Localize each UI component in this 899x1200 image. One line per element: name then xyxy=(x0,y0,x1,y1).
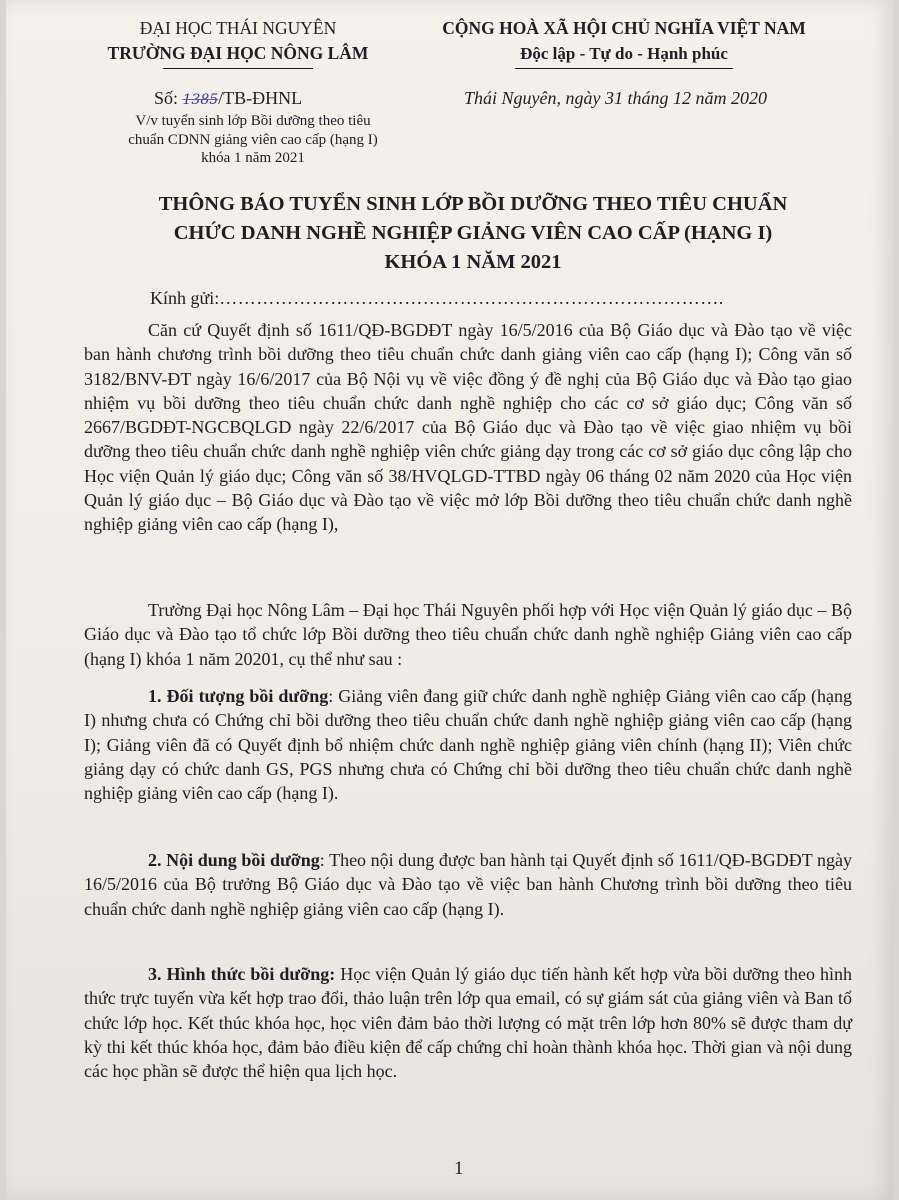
issuer-header xyxy=(92,16,384,69)
document-page xyxy=(6,0,893,1200)
date-line: Thái Nguyên, ngày 31 tháng 12 năm 2020 xyxy=(464,88,767,108)
paragraph-text: Căn cứ Quyết định số 1611/QĐ-BGDĐT ngày 16/5/2016 của Bộ Giáo dục và Đào tạo về việc ban hành chương trình bồi dưỡng theo tiêu chuẩn chức danh giảng viên cao cấp (hạng I); Công văn số 3182/BNV-ĐT ngày 16/6/2017 của Bộ Nội vụ về việc đồng ý đề nghị của Bộ Giáo dục và Đào tạo giao nhiệm vụ bồi dưỡng theo tiêu chuẩn chức danh nghề nghiệp cho các cơ sở giáo dục; Công văn số 2667/BGDĐT-NGCBQLGD ngày 22/6/2017 của Bộ Giáo dục và Đào tạo về việc giao nhiệm vụ bồi dưỡng theo tiêu chuẩn chức danh nghề nghiệp viên chức giảng dạy trong các cơ sở giáo dục công lập cho Học viện Quản lý giáo dục; Công văn số 38/HVQLGD-TTBD ngày 06 tháng 02 năm 2020 của Học viện Quản lý giáo dục – Bộ Giáo dục và Đào tạo về việc mở lớp Bồi dưỡng theo tiêu chuẩn chức danh nghề nghiệp giảng viên cao cấp (hạng I), xyxy=(84,320,852,535)
greeting xyxy=(150,288,724,309)
section-text: Học viện Quản lý giáo dục tiến hành kết hợp vừa bồi dưỡng theo hình thức trực tuyến vừa kết hợp trao đổi, thảo luận trên lớp qua email, có sự giám sát của giảng viên và Ban tổ chức lớp học. Kết thúc khóa học, học viên đảm bảo thời lượng có mặt trên lớp hơn 80% sẽ được tham dự kỳ thi kết thúc khóa học, đảm bảo điều kiện để cấp chứng chỉ hoàn thành khóa học. Thời gian và nội dung các học phần sẽ được thể hiện qua lịch học. xyxy=(84,964,853,1082)
section-text: : Giảng viên đang giữ chức danh nghề nghiệp Giảng viên cao cấp (hạng I) nhưng chưa có Chứng chỉ bồi dưỡng theo tiêu chuẩn chức danh nghề nghiệp giảng viên cao cấp (hạng I); Giảng viên đã có Quyết định bổ nhiệm chức danh nghề nghiệp giảng viên chính (hạng II); Viên chức giảng dạy có chức danh GS, PGS nhưng chưa có Chứng chỉ bồi dưỡng theo tiêu chuẩn chức danh nghề nghiệp giảng viên cao cấp (hạng I). xyxy=(84,686,852,804)
number-suffix: /TB-ĐHNL xyxy=(218,88,303,108)
section-training-format xyxy=(84,962,852,1083)
section-text: : Theo nội dung được ban hành tại Quyết định số 1611/QĐ-BGDĐT ngày 16/5/2016 của Bộ trưởng Bộ Giáo dục và Đào tạo về việc ban hành Chương trình bồi dưỡng theo tiêu chuẩn chức danh nghề nghiệp giảng viên cao cấp (hạng I). xyxy=(84,850,852,919)
page-number: 1 xyxy=(454,1158,464,1179)
header-underline xyxy=(163,68,313,69)
paragraph-text: Trường Đại học Nông Lâm – Đại học Thái Nguyên phối hợp với Học viện Quản lý giáo dục – Bộ Giáo dục và Đào tạo tổ chức lớp Bồi dưỡng theo tiêu chuẩn chức danh nghề nghiệp Giảng viên cao cấp (hạng I) khóa 1 năm 20201, cụ thể như sau : xyxy=(84,600,852,669)
title-line-3: KHÓA 1 NĂM 2021 xyxy=(384,251,562,273)
greeting-dots: ………………………………………………………………………. xyxy=(219,288,724,308)
section-target-participants xyxy=(84,684,852,805)
subject-line: V/v tuyển sinh lớp Bồi dưỡng theo tiêu chuẩn CDNN giảng viên cao cấp (hạng I) khóa 1 năm 2021 xyxy=(128,113,378,166)
handwritten-number: 1385 xyxy=(182,92,219,108)
announcement-paragraph xyxy=(84,598,852,671)
greeting-label: Kính gửi: xyxy=(150,288,220,308)
title-line-2: CHỨC DANH NGHỀ NGHIỆP GIẢNG VIÊN CAO CẤP (HẠNG I) xyxy=(173,222,773,244)
section-heading: 2. Nội dung bồi dưỡng xyxy=(148,850,320,870)
national-motto: Độc lập - Tự do - Hạnh phúc xyxy=(520,44,728,63)
school-name: TRƯỜNG ĐẠI HỌC NÔNG LÂM xyxy=(107,43,369,63)
national-title: CỘNG HOÀ XÃ HỘI CHỦ NGHĨA VIỆT NAM xyxy=(442,18,806,38)
document-number xyxy=(154,88,302,109)
legal-basis-paragraph xyxy=(84,318,852,537)
motto-underline xyxy=(515,68,733,69)
section-training-content xyxy=(84,848,852,921)
document-title xyxy=(58,190,888,277)
section-heading: 3. Hình thức bồi dưỡng: xyxy=(148,964,336,984)
title-line-1: THÔNG BÁO TUYỂN SINH LỚP BỒI DƯỠNG THEO TIÊU CHUẨN xyxy=(158,193,788,215)
national-header xyxy=(398,16,850,69)
parent-university: ĐẠI HỌC THÁI NGUYÊN xyxy=(139,18,337,38)
number-prefix: Số: xyxy=(154,88,179,108)
section-heading: 1. Đối tượng bồi dưỡng xyxy=(148,686,329,706)
